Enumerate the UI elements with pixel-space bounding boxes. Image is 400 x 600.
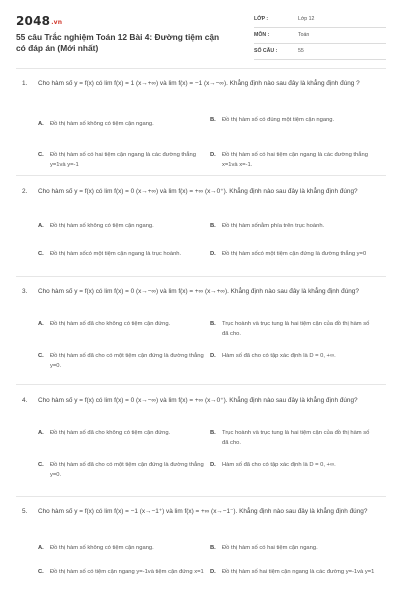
question-number: 4. — [22, 397, 28, 404]
question-text: Cho hàm số y = f(x) có lim f(x) = 0 (x→+∞) và lim f(x) = +∞ (x→0⁺). Khẳng định nào sau đây là khẳng định đúng? — [38, 188, 358, 195]
question-number: 2. — [22, 188, 28, 195]
option-label: C. — [38, 152, 44, 158]
option-label: C. — [38, 353, 44, 359]
option-text: Đồ thị hàm số đã cho có một tiệm cận đứng là đường thẳng y=0. — [50, 462, 204, 478]
option-label: D. — [210, 569, 216, 575]
option-label: B. — [210, 545, 216, 551]
divider — [16, 276, 386, 277]
option-label: C. — [38, 251, 44, 257]
meta-row-count — [254, 44, 386, 60]
logo-suffix: .vn — [51, 19, 63, 26]
option-text: Đồ thị hàm số có tiệm cận ngang y=-1và tiệm cận đứng x=1 — [50, 569, 204, 575]
option-text: Hàm số đã cho có tập xác định là D = 0, +∞. — [222, 462, 336, 468]
meta-key: LỚP : — [254, 16, 269, 22]
divider — [16, 496, 386, 497]
logo-text: 2048 — [16, 14, 51, 28]
option-label: D. — [210, 152, 216, 158]
question-number: 5. — [22, 508, 28, 515]
option-label: A. — [38, 223, 44, 229]
option-text: Trục hoành và trục tung là hai tiệm cận của đồ thị hàm số đã cho. — [222, 321, 370, 337]
page-header — [16, 12, 386, 62]
question-text: Cho hàm số y = f(x) có lim f(x) = 0 (x→−∞) và lim f(x) = +∞ (x→+∞). Khẳng định nào sau đây là khẳng định đúng? — [38, 288, 359, 295]
option-label: D. — [210, 353, 216, 359]
site-logo[interactable] — [16, 14, 62, 28]
meta-key: MÔN : — [254, 32, 270, 38]
option-label: D. — [210, 462, 216, 468]
question-number: 1. — [22, 80, 28, 87]
divider — [16, 384, 386, 385]
question-text: Cho hàm số y = f(x) có lim f(x) = −1 (x→−1⁺) và lim f(x) = +∞ (x→−1⁻). Khẳng định nào sau đây là khẳng định đúng? — [38, 508, 368, 515]
option-text: Đồ thị hàm số đã cho không có tiệm cận đứng. — [50, 430, 171, 436]
divider — [16, 68, 386, 69]
option-label: A. — [38, 430, 44, 436]
option-label: B. — [210, 321, 216, 327]
question-number: 3. — [22, 288, 28, 295]
option-text: Hàm số đã cho có tập xác định là D = 0, +∞. — [222, 353, 336, 359]
option-label: C. — [38, 569, 44, 575]
option-text: Đồ thị hàm số không có tiệm cận ngang. — [50, 121, 154, 127]
meta-value: Lớp 12 — [298, 16, 315, 22]
option-label: B. — [210, 430, 216, 436]
meta-value: 55 — [298, 48, 304, 54]
meta-key: SỐ CÂU : — [254, 48, 278, 54]
meta-row-subject — [254, 28, 386, 44]
option-text: Đồ thị hàm số đã cho có một tiệm cận đứng là đường thẳng y=0. — [50, 353, 204, 369]
document-title: 55 câu Trắc nghiệm Toán 12 Bài 4: Đường tiệm cận có đáp án (Mới nhất) — [16, 32, 220, 53]
question-text: Cho hàm số y = f(x) có lim f(x) = 0 (x→−∞) và lim f(x) = +∞ (x→0⁺). Khẳng định nào sau đây là khẳng định đúng? — [38, 397, 358, 404]
option-label: A. — [38, 321, 44, 327]
meta-info-table — [254, 12, 386, 60]
option-text: Đồ thị hàm số có hai tiệm cận ngang là các đường thẳng x=1và x=-1. — [222, 152, 368, 168]
option-text: Trục hoành và trục tung là hai tiệm cận của đồ thị hàm số đã cho. — [222, 430, 370, 446]
option-text: Đồ thị hàm số đã cho không có tiệm cận đứng. — [50, 321, 171, 327]
question-text: Cho hàm số y = f(x) có lim f(x) = 1 (x→+∞) và lim f(x) = −1 (x→−∞). Khẳng định nào sau đây là khẳng định đúng ? — [38, 80, 360, 87]
meta-row-class — [254, 12, 386, 28]
option-label: D. — [210, 251, 216, 257]
option-text: Đồ thị hàm số có đúng một tiệm cận ngang. — [222, 117, 335, 123]
option-label: A. — [38, 121, 44, 127]
option-text: Đồ thị hàm số hai tiệm cận ngang là các đường y=-1và y=1 — [222, 569, 375, 575]
option-text: Đồ thị hàm sốcó một tiệm cận đứng là đường thẳng y=0 — [222, 251, 367, 257]
option-text: Đồ thị hàm sốnằm phía trên trục hoành. — [222, 223, 325, 229]
divider — [16, 175, 386, 176]
option-label: C. — [38, 462, 44, 468]
option-text: Đồ thị hàm sốcó một tiệm cận ngang là trục hoành. — [50, 251, 182, 257]
option-label: A. — [38, 545, 44, 551]
option-text: Đồ thị hàm số có hai tiệm cận ngang. — [222, 545, 318, 551]
meta-value: Toán — [298, 32, 310, 38]
option-label: B. — [210, 117, 216, 123]
option-text: Đồ thị hàm số có hai tiệm cận ngang là các đường thẳng y=1và y=-1 — [50, 152, 196, 168]
option-text: Đồ thị hàm số không có tiệm cận ngang. — [50, 545, 154, 551]
option-text: Đồ thị hàm số không có tiệm cận ngang. — [50, 223, 154, 229]
option-label: B. — [210, 223, 216, 229]
